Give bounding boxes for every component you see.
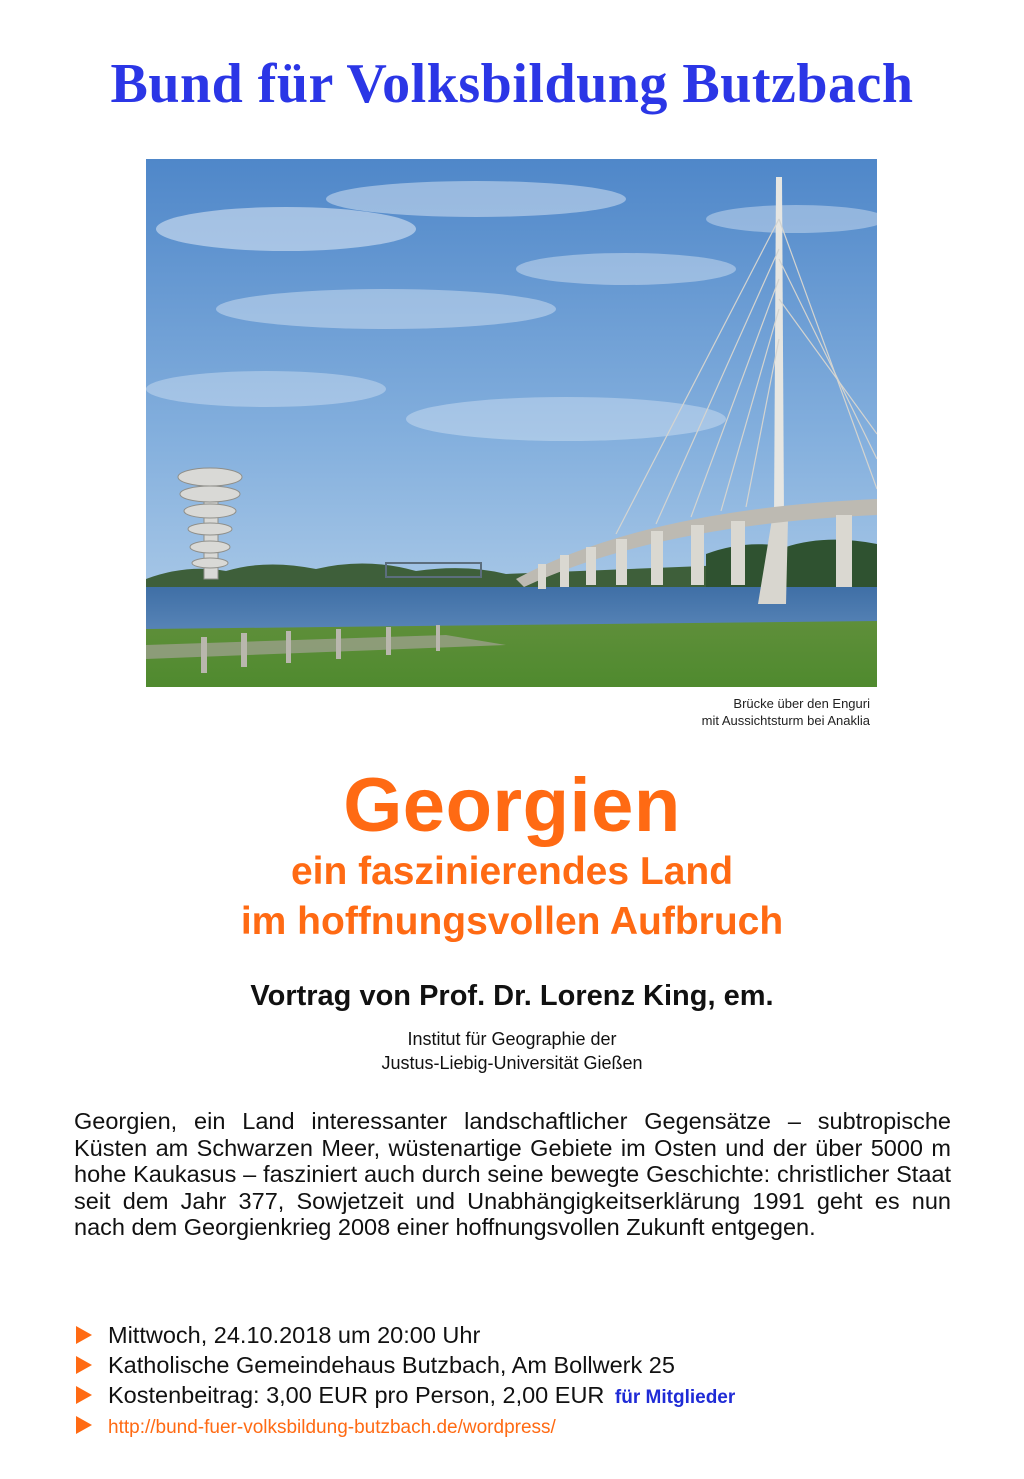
event-title: Georgien <box>343 763 681 848</box>
detail-location <box>74 1350 974 1380</box>
event-details-list <box>74 1320 974 1440</box>
triangle-right-icon <box>76 1356 92 1374</box>
triangle-right-icon <box>76 1416 92 1434</box>
organization-title: Bund für Volksbildung Butzbach <box>110 53 914 115</box>
institute-line-2: Justus-Liebig-Universität Gießen <box>381 1053 643 1073</box>
detail-url <box>74 1410 974 1440</box>
website-link[interactable]: http://bund-fuer-volksbildung-butzbach.de/wordpress/ <box>108 1417 556 1438</box>
institute-line-1: Institut für Geographie der <box>407 1029 617 1049</box>
event-description: Georgien, ein Land interessanter landschaftlicher Gegensätze – subtropische Küsten am Schwarzen Meer, wüstenartige Gebiete im Osten und der über 5000 m hohe Kaukasus – fasziniert auch durch seine bewegte Geschichte: christlicher Staat seit dem Jahr 377, Sowjetzeit und Unabhängigkeitserklärung 1991 geht es nun nach dem Georgienkrieg 2008 einer hoffnungsvollen Zukunft entgegen. <box>74 1108 951 1240</box>
caption-line-1: Brücke über den Enguri <box>733 696 870 711</box>
caption-line-2: mit Aussichtsturm bei Anaklia <box>701 713 870 728</box>
photo-caption <box>702 695 870 729</box>
triangle-right-icon <box>76 1386 92 1404</box>
fee-text: Kostenbeitrag: 3,00 EUR pro Person, 2,00 EUR <box>108 1382 605 1408</box>
bridge-photo <box>146 159 877 687</box>
datetime-text: Mittwoch, 24.10.2018 um 20:00 Uhr <box>108 1322 481 1348</box>
detail-fee <box>74 1380 974 1410</box>
location-text: Katholische Gemeindehaus Butzbach, Am Bollwerk 25 <box>108 1352 675 1378</box>
speaker: Vortrag von Prof. Dr. Lorenz King, em. <box>250 980 774 1012</box>
event-subtitle-line-2: im hoffnungsvollen Aufbruch <box>240 900 784 943</box>
event-subtitle-line-1: ein faszinierendes Land <box>290 850 734 893</box>
institute <box>0 1027 1024 1075</box>
detail-datetime <box>74 1320 974 1350</box>
triangle-right-icon <box>76 1326 92 1344</box>
fee-members-text: für Mitglieder <box>614 1387 736 1408</box>
